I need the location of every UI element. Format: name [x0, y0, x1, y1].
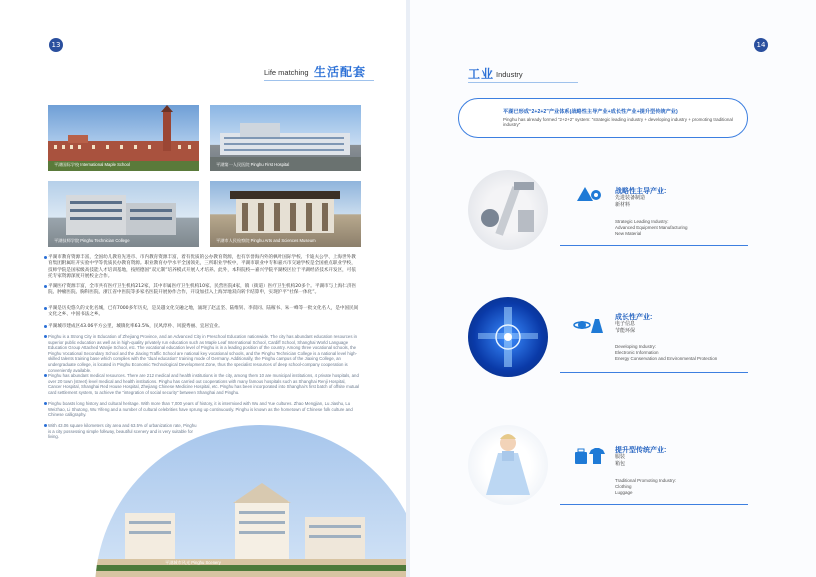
industry-item: 电子信息 [615, 321, 636, 327]
bullet-icon [44, 256, 47, 259]
robot-arm-graphic [468, 170, 548, 250]
robot-arm-image [468, 170, 548, 250]
section-underline [468, 82, 578, 83]
truck-gear-icon [575, 185, 603, 208]
paragraph-zh: 平湖医疗资源丰富，全市共有医疗卫生机构212家，其中市属医疗卫生机构10家、民营医院4家，镇（街道）医疗卫生机构20多个。平湖市与上海仁济医院、肿瘤医院、胸科医院、浙江省中医院等多家名医院开展协作合作，开设加挂入上海异地双向转卡结算申，实现沪平“社保一体化”。 [48, 284, 357, 296]
industry-item: 新材料 [615, 202, 631, 208]
section-title-zh: 生活配套 [314, 65, 367, 79]
industry-item: 节能环保 [615, 328, 636, 334]
paragraph-education [48, 255, 360, 280]
industry-divider [560, 372, 748, 373]
paragraph-en: With 43.06 square kilometers city area and 63.5% of urbanization rate, Pinghu is a city possessing simple folkway, beautiful scenery and is very suitable for living. [48, 423, 197, 440]
paragraph-medical [48, 284, 360, 297]
photo-museum [210, 181, 361, 247]
bullet-icon [44, 402, 47, 405]
paragraph-culture-en [48, 401, 360, 418]
section-title-en: Industry [496, 70, 523, 79]
paragraph-en: Pinghu is a Strong City in Education of Zhejiang Province, and an Advanced City in Preschool Education nationwide. The city has abundant education resources in superior public education as well as in high-quality privately run education such as Maple Leaf International School, Cardiff School, Shanghai World Language Education Group Attached Wanjie School, etc. The vocational education level of Pinghu is in a leading position of the country. Among three vocational schools, the Pinghu Vocational Secondary School and the Jiaxing Traffic School are national key vocational schools, and the Pinghu Technician College is a national level high-skilled talents training base which complies with the “dual education” training mode of Germany. Additionally, the Pinghu campus of the Jiaxing College, an undergraduate college, is located in Pinghu Economic Technological Development Zone, thus the specialist resources of deep school-company cooperation is conveniently available. [48, 334, 358, 373]
industry-title: 战略性主导产业: [615, 188, 667, 195]
city-building-image [95, 425, 406, 577]
page-number-right: 14 [754, 38, 768, 52]
bullet-icon [44, 335, 47, 338]
paragraph-education-en [48, 334, 360, 373]
photo-hospital [210, 105, 361, 171]
bullet-icon [44, 424, 47, 427]
page-number-left: 13 [49, 38, 63, 52]
industry-en-item: New Material [615, 231, 642, 236]
paragraph-zh: 平湖城市建成区43.06平方公里，城镇化率63.5%，民风淳朴、风貌秀丽、宜居宜业。 [48, 324, 223, 329]
industry-divider [560, 504, 748, 505]
banner-title: 平湖已形成“2+2+2”产业体系(战略性主导产业+成长性产业+提升型传统产业) [503, 109, 678, 115]
bullet-icon [44, 307, 47, 310]
paragraph-city-en [48, 423, 198, 440]
bullet-icon [44, 374, 47, 377]
section-underline [264, 80, 374, 81]
photo-caption: 平湖国际学校 International Maple School [54, 162, 130, 167]
photo-international-school [48, 105, 199, 171]
section-title-zh: 工业 [468, 67, 495, 81]
industry-item: 箱包 [615, 461, 626, 467]
photo-caption: 平湖城市风光 Pinghu Scenery [165, 560, 221, 565]
paragraph-culture [48, 306, 360, 319]
industry-title: 成长性产业: [615, 314, 653, 321]
industry-en-item: Luggage [615, 490, 633, 495]
left-page [0, 0, 406, 577]
banner-subtitle: Pinghu has already formed “2+2+2” system: “strategic leading industry + developing industry + promoting traditional industry” [503, 117, 733, 128]
paragraph-en: Pinghu boasts long history and cultural heritage. With more than 7,000 years of history, it is intermixed with Wu and Yue cultures. Zhao Mengjian, Lu Jiashu, Lu Weizhao, Li Shutong, Wu Yifeng and a number of cultural celebrities have sprung up continuously. Pinghu is known as the hometown of Chinese folk culture and Chinese calligraphy. [48, 401, 353, 418]
industry-en-item: Clothing [615, 484, 632, 489]
paragraph-zh: 平湖市教育资源丰富，全国幼儿教育先进市、市内教育资源丰富，着有优质的公办教育资源，也有享誉海内外的枫叶国际学校、卡迪夫公学、上海世外教育集团附属旺开实验中学等优质民办教育资源。职业教育办学水平全国领先，三所职业学校中，平湖市职业中专和嘉兴市交通学校是全国重点职业学校，技师学院是国家级高技能人才培训基地，按照德国“双元制”培养模式开展人才培养。此外，本科院校—嘉兴学院平湖校区位于平湖经济技术开发区，可依托专家资源深度开展校企合作。 [48, 255, 356, 279]
industry-en-title: Strategic Leading Industry: [615, 219, 669, 224]
industry-en-item: Energy Conservation and Environmental Protection [615, 356, 718, 361]
paragraph-zh: 平湖是历史悠久的文化名城，已有7000多年历史，是吴越文化交融之地，涌现了赵孟坚、陆维钊、李叔同、陆稼书、朱一峰等一批文化名人，是中国民间文化之乡、中国书法之乡。 [48, 306, 359, 318]
photo-caption: 平湖市人民检察院 Pinghu Arts and Sciences Museum [216, 238, 316, 243]
planet-flask-icon [573, 315, 603, 340]
photo-caption: 平湖技师学院 Pinghu Technician College [54, 238, 130, 243]
clothing-image [468, 425, 548, 505]
paragraph-medical-en [48, 373, 360, 395]
industry-item: 服装 [615, 454, 626, 460]
luggage-shirt-icon [573, 446, 605, 471]
industry-en-item: Advanced Equipment Manufacturing [615, 225, 688, 230]
digital-tech-image [468, 297, 548, 377]
section-title-en: Life matching [264, 68, 309, 77]
industry-item: 先进装备制造 [615, 195, 646, 201]
paragraph-en: Pinghu has abundant medical resources. There are 212 medical and health institutions in the city, among them 10 are municipal institutions, 4 private hospitals, and over 20 town (street) level medical and health institutions. Pinghu has carried out cooperations with many famous hospitals such as Shanghai Renji Hospital, Cancer Hospital, Shanghai Red House Hospital, Zhejiang Chinese Medicine Hospital, etc. Pinghu has been incorporated into Shanghai's first batch of offsite mutual card settlement system, to achieve the “integration of social security” between Shanghai and Pinghu. [48, 373, 360, 395]
bullet-icon [44, 285, 47, 288]
photo-technician-college [48, 181, 199, 247]
child-dress-graphic [468, 425, 548, 505]
bullet-icon [44, 325, 47, 328]
right-page [410, 0, 816, 577]
industry-en-title: Developing Industry: [615, 344, 657, 349]
industry-divider [560, 245, 748, 246]
digital-tech-graphic [468, 297, 548, 377]
industry-title: 提升型传统产业: [615, 447, 667, 454]
industry-system-banner [458, 98, 748, 138]
photo-city-scenery [95, 425, 406, 577]
industry-en-title: Traditional Promoting Industry: [615, 478, 677, 483]
photo-caption: 平湖第一人民医院 Pinghu First Hospital [216, 162, 290, 167]
industry-en-item: Electronic Information [615, 350, 659, 355]
paragraph-city [48, 324, 360, 330]
